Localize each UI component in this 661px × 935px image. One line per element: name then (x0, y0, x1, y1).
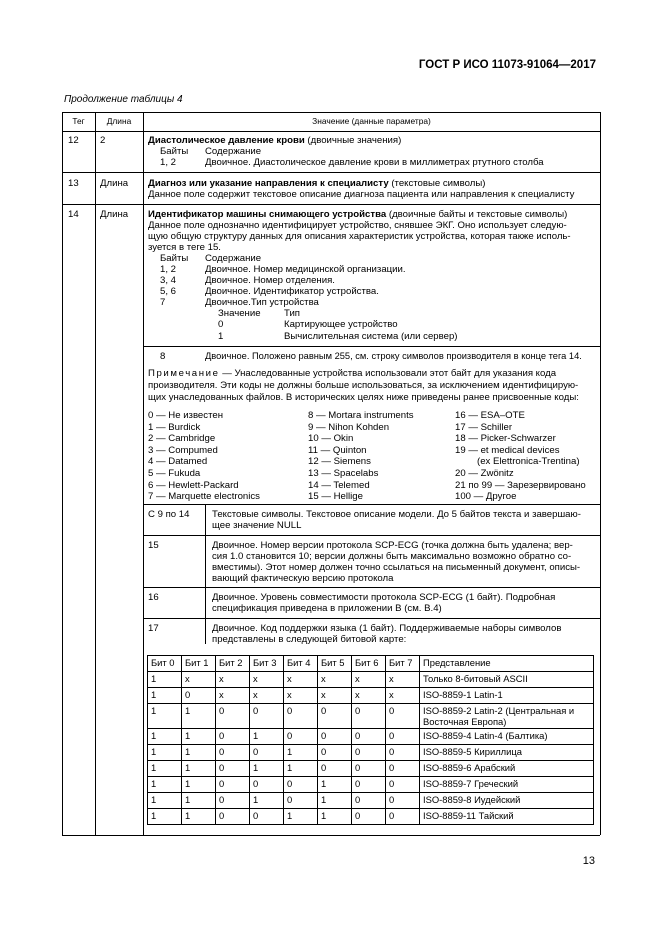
bit-cell: 0 (318, 761, 352, 777)
bit-cell: x (250, 688, 284, 704)
codes-column-2 (308, 410, 414, 503)
row12-line-text: Двоичное. Диастолическое давление крови в миллиметрах ртутного столба (205, 157, 544, 168)
bit-representation: ISO-8859-11 Тайский (420, 809, 594, 825)
bit-cell: 0 (386, 745, 420, 761)
bit-header: Бит 0 (148, 656, 182, 672)
bit-row (148, 672, 594, 688)
bit-map-table (147, 655, 594, 825)
subrow1-top-border (143, 504, 600, 505)
bit-cell: 1 (182, 809, 216, 825)
bit-row (148, 704, 594, 729)
row13-length: Длина (100, 178, 129, 189)
code-item: 21 по 99 — Зарезервировано (455, 479, 586, 491)
bit-cell: 0 (284, 729, 318, 745)
bit-cell: 1 (182, 729, 216, 745)
code-item: 12 — Siemens (308, 456, 371, 468)
code-item: 100 — Другое (455, 491, 517, 503)
bit-cell: x (284, 672, 318, 688)
bit-map-body (148, 672, 594, 825)
bit-cell: x (386, 688, 420, 704)
code-item: 11 — Quinton (308, 444, 367, 456)
bit-header: Бит 2 (216, 656, 250, 672)
header-value: Значение (данные параметра) (312, 116, 431, 126)
bit-cell: 0 (318, 704, 352, 729)
bit-cell: 0 (318, 729, 352, 745)
bit-cell: 0 (318, 745, 352, 761)
bit-cell: 1 (148, 704, 182, 729)
bit-cell: 0 (216, 793, 250, 809)
bit-cell: 1 (284, 745, 318, 761)
bit-cell: 0 (182, 688, 216, 704)
type-name: Вычислительная система (или сервер) (284, 331, 458, 342)
row13-tag: 13 (68, 178, 79, 189)
code-item: 0 — Не известен (148, 410, 223, 421)
row13-title-rest: (текстовые символы) (388, 178, 486, 189)
code-item: 16 — ESA–OTE (455, 410, 525, 421)
bit-representation: ISO-8859-1 Latin-1 (420, 688, 594, 704)
bit-cell: 0 (386, 729, 420, 745)
row14-entry-text: Двоичное.Тип устройства (205, 297, 319, 308)
length-column-divider (143, 112, 144, 835)
table-bottom-border (62, 835, 600, 836)
codes-column-1 (148, 410, 260, 503)
row13-title (148, 178, 485, 190)
bit-cell: 0 (250, 745, 284, 761)
bit-cell: 0 (216, 745, 250, 761)
bit-cell: 0 (386, 809, 420, 825)
subrow-line: вместимы). Этот номер должен точно ссылаться на письменный документ, описы- (212, 562, 581, 573)
bit-representation: ISO-8859-5 Кириллица (420, 745, 594, 761)
bit-header: Бит 4 (284, 656, 318, 672)
bit-header: Бит 3 (250, 656, 284, 672)
row14-desc-line: зуется в теге 15. (148, 242, 221, 253)
bit-cell: 0 (352, 793, 386, 809)
bit-cell: 1 (182, 793, 216, 809)
subrow2-top-border (143, 535, 600, 536)
bit-header: Бит 7 (386, 656, 420, 672)
subrow-line: Текстовые символы. Текстовое описание модели. До 5 байтов текста и завершаю- (212, 509, 581, 520)
table-caption: Продолжение таблицы 4 (64, 94, 183, 105)
code-item: 20 — Zwönitz (455, 467, 514, 479)
bit-cell: 0 (250, 704, 284, 729)
bit-cell: 0 (386, 704, 420, 729)
row12-title (148, 135, 401, 147)
row14-bytes-label: Байты (160, 253, 189, 264)
bit-cell: 1 (250, 793, 284, 809)
bit-cell: 0 (284, 777, 318, 793)
subrow-line: щее значение NULL (212, 520, 302, 531)
code-item: 13 — Spacelabs (308, 467, 379, 479)
row14-tag: 14 (68, 209, 79, 220)
bit-cell: 0 (352, 761, 386, 777)
bit-cell: 0 (352, 809, 386, 825)
bit-header: Бит 6 (352, 656, 386, 672)
bit-cell: 0 (216, 761, 250, 777)
subrow-bytes: 15 (148, 540, 159, 551)
table-left-border (62, 112, 63, 835)
bit-cell: 0 (386, 761, 420, 777)
byte8-bytes: 8 (160, 351, 166, 362)
note-line: щих унаследованных файлов. В исторических целях ниже приведены ранее присвоенные коды: (148, 392, 579, 403)
code-item: 18 — Picker-Schwarzer (455, 433, 556, 445)
subrow-bytes: 17 (148, 623, 159, 634)
row14-entry-text: Двоичное. Идентификатор устройства. (205, 286, 379, 297)
subrow-bytes: С 9 по 14 (148, 509, 190, 520)
code-item: 10 — Okin (308, 433, 354, 445)
page-number: 13 (582, 855, 595, 867)
bit-cell: 1 (284, 809, 318, 825)
bit-cell: 0 (216, 777, 250, 793)
code-item: 9 — Nihon Kohden (308, 421, 390, 433)
note-text: — Унаследованные устройства использовали этот байт для указания кода (219, 368, 557, 379)
type-value: 1 (218, 331, 224, 342)
bit-cell: 1 (318, 793, 352, 809)
bit-cell: 0 (250, 777, 284, 793)
bit-representation: ISO-8859-2 Latin-2 (Центральная и Восточная Европа) (420, 704, 594, 729)
code-item: 5 — Fukuda (148, 467, 201, 479)
type-value-header: Значение (218, 308, 261, 319)
codes-column-3 (455, 410, 586, 503)
row12-tag: 12 (68, 135, 79, 146)
note-line-1 (148, 368, 556, 380)
code-item: 14 — Telemed (308, 479, 370, 491)
bit-row (148, 761, 594, 777)
bit-representation: ISO-8859-7 Греческий (420, 777, 594, 793)
bit-cell: x (182, 672, 216, 688)
bit-cell: x (216, 688, 250, 704)
bit-cell: 0 (352, 704, 386, 729)
row14-entry-bytes: 3, 4 (160, 275, 177, 286)
subrow4-top-border (143, 618, 600, 619)
note-line: производителя. Эти коды не должны больше использоваться, за исключением идентифицирую- (148, 380, 579, 391)
bit-cell: 0 (284, 793, 318, 809)
bit-cell: 1 (148, 809, 182, 825)
bit-cell: 1 (284, 761, 318, 777)
row12-length: 2 (100, 135, 106, 146)
row12-title-rest: (двоичные значения) (304, 135, 402, 146)
type-type-header: Тип (284, 308, 300, 319)
subrow-bytes: 16 (148, 592, 159, 603)
row12-bytes-label: Байты (160, 146, 189, 157)
row14-entry-text: Двоичное. Номер отделения. (205, 275, 335, 286)
bit-row (148, 809, 594, 825)
code-item: 7 — Marquette electronics (148, 491, 260, 503)
bit-representation: Только 8-битовый ASCII (420, 672, 594, 688)
code-item: 15 — Hellige (308, 491, 363, 503)
bit-cell: x (318, 672, 352, 688)
header-length: Длина (106, 116, 132, 126)
row14-title (148, 209, 567, 221)
bit-row (148, 745, 594, 761)
bit-row (148, 688, 594, 704)
bit-header: Представление (420, 656, 594, 672)
subrow-line: вающий фактическую версию протокола (212, 573, 394, 584)
row12-line-bytes: 1, 2 (160, 157, 177, 168)
bit-cell: x (284, 688, 318, 704)
document-id: ГОСТ Р ИСО 11073-91064—2017 (418, 59, 596, 71)
row14-desc-line: Данное поле однозначно идентифицирует устройство, снявшее ЭКГ. Оно использует следую- (148, 220, 567, 231)
bit-cell: 1 (182, 777, 216, 793)
bit-cell: 1 (182, 761, 216, 777)
code-item: (ex Elettronica-Trentina) (477, 456, 580, 468)
bit-cell: 0 (352, 745, 386, 761)
bit-cell: 1 (182, 745, 216, 761)
row14-length: Длина (100, 209, 129, 220)
bit-cell: 0 (284, 704, 318, 729)
bit-cell: 1 (148, 745, 182, 761)
bit-header: Бит 5 (318, 656, 352, 672)
row14-content-label: Содержание (205, 253, 262, 264)
subrow-byte-divider (205, 504, 206, 644)
bit-cell: x (250, 672, 284, 688)
row14-title-bold: Идентификатор машины снимающего устройства (148, 209, 387, 220)
bit-cell: 1 (250, 761, 284, 777)
code-item: 17 — Schiller (455, 421, 513, 433)
subrow-line: Двоичное. Код поддержки языка (1 байт). Поддерживаемые наборы символов (212, 623, 562, 634)
row12-content-label: Содержание (205, 146, 262, 157)
byte8-top-border (143, 346, 600, 347)
note-label: Примечание (148, 368, 220, 379)
bit-row (148, 777, 594, 793)
row14-entry-bytes: 7 (160, 297, 166, 308)
subrow3-top-border (143, 587, 600, 588)
byte8-text: Двоичное. Положено равным 255, см. строку символов производителя в конце тега 14. (205, 351, 582, 361)
subrow-line: спецификация приведена в приложении В (см. В.4) (212, 603, 442, 614)
row13-desc: Данное поле содержит текстовое описание диагноза пациента или направления к специалисту (148, 189, 575, 200)
bit-cell: 0 (250, 809, 284, 825)
bit-cell: 0 (352, 729, 386, 745)
bit-cell: 1 (148, 688, 182, 704)
bit-row (148, 793, 594, 809)
code-item: 1 — Burdick (148, 421, 201, 433)
bit-cell: 1 (148, 777, 182, 793)
type-value: 0 (218, 319, 224, 330)
row12-title-bold: Диастолическое давление крови (148, 135, 305, 146)
bit-cell: 0 (386, 777, 420, 793)
bit-cell: 1 (182, 704, 216, 729)
bit-cell: 1 (148, 761, 182, 777)
bit-cell: x (318, 688, 352, 704)
code-item: 19 — et medical devices (455, 444, 560, 456)
bit-cell: 1 (148, 672, 182, 688)
subrow-line: сия 1.0 становится 10; версии должны быть максимально возможно обратно со- (212, 551, 572, 562)
bit-representation: ISO-8859-6 Арабский (420, 761, 594, 777)
bit-cell: x (386, 672, 420, 688)
row14-entry-bytes: 1, 2 (160, 264, 177, 275)
header-tag: Тег (72, 116, 85, 126)
bit-cell: 0 (216, 729, 250, 745)
code-item: 6 — Hewlett-Packard (148, 479, 239, 491)
bit-representation: ISO-8859-8 Иудейский (420, 793, 594, 809)
subrow-line: Двоичное. Уровень совместимости протокола SCP-ECG (1 байт). Подробная (212, 592, 556, 603)
row13-title-bold: Диагноз или указание направления к специалисту (148, 178, 389, 189)
code-item: 3 — Compumed (148, 444, 218, 456)
code-item: 2 — Cambridge (148, 433, 216, 445)
bit-cell: 0 (352, 777, 386, 793)
bit-cell: 0 (216, 704, 250, 729)
bit-header: Бит 1 (182, 656, 216, 672)
bit-cell: 1 (148, 793, 182, 809)
bit-row (148, 729, 594, 745)
bit-representation: ISO-8859-4 Latin-4 (Балтика) (420, 729, 594, 745)
type-name: Картирующее устройство (284, 319, 398, 330)
row14-entry-bytes: 5, 6 (160, 286, 177, 297)
row14-title-rest: (двоичные байты и текстовые символы) (386, 209, 568, 220)
row14-desc-line: щую общую структуру данных для описания характеристик устройства, которая также исполь- (148, 231, 571, 242)
bit-cell: 1 (250, 729, 284, 745)
bit-cell: 1 (148, 729, 182, 745)
bit-cell: x (352, 688, 386, 704)
bit-cell: 0 (216, 809, 250, 825)
bit-cell: x (352, 672, 386, 688)
code-item: 8 — Mortara instruments (308, 410, 414, 421)
subrow-line: Двоичное. Номер версии протокола SCP-ECG (точка должна быть удалена; вер- (212, 540, 573, 551)
table-right-border (600, 112, 601, 835)
bit-cell: 0 (386, 793, 420, 809)
tag-column-divider (95, 112, 96, 835)
bit-cell: 1 (318, 777, 352, 793)
subrow-line: представлены в следующей битовой карте: (212, 634, 407, 645)
row14-entry-text: Двоичное. Номер медицинской организации. (205, 264, 406, 275)
bit-cell: 1 (318, 809, 352, 825)
bit-cell: x (216, 672, 250, 688)
code-item: 4 — Datamed (148, 456, 208, 468)
bit-header-row (148, 656, 594, 672)
